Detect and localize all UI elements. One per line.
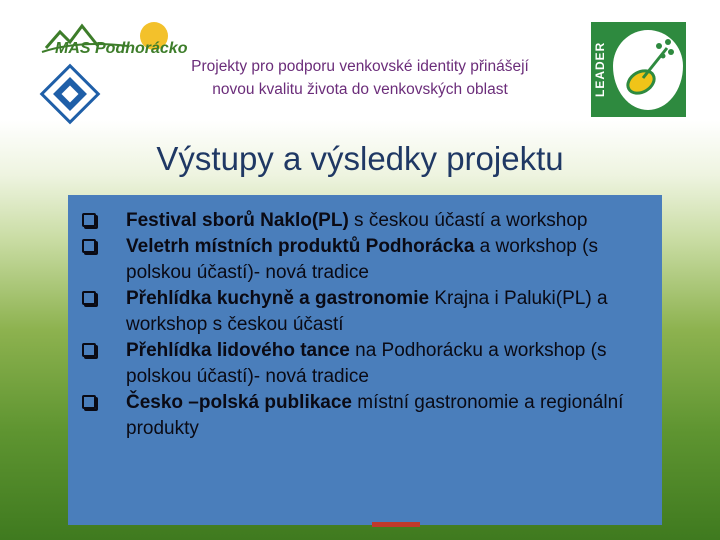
- list-item: Přehlídka kuchyně a gastronomie Krajna i Paluki(PL) a workshop s českou účastí: [80, 286, 655, 338]
- header-subtitle: [140, 55, 580, 101]
- leader-emblem: [613, 30, 683, 110]
- subtitle-line-1: Projekty pro podporu venkovské identity přinášejí: [191, 58, 529, 75]
- list-item: Přehlídka lidového tance na Podhorácku a workshop (s polskou účastí)- nová tradice: [80, 338, 655, 390]
- list-item: Veletrh místních produktů Podhorácka a workshop (s polskou účastí)- nová tradice: [80, 234, 655, 286]
- checkbox-bullet-icon: [82, 291, 96, 305]
- page-title: Výstupy a výsledky projektu: [156, 140, 564, 177]
- leader-logo-text: LEADER: [593, 41, 607, 98]
- diamond-emblem-icon: [38, 62, 102, 126]
- checkbox-bullet-icon: [82, 239, 96, 253]
- checkbox-bullet-icon: [82, 395, 96, 409]
- leader-logo: [591, 22, 686, 117]
- list-item: Česko –polská publikace místní gastronomie a regionální produkty: [80, 390, 655, 442]
- list-item: Festival sborů Naklo(PL) s českou účastí a workshop: [80, 208, 655, 234]
- checkbox-bullet-icon: [82, 343, 96, 357]
- red-accent-mark: [372, 522, 420, 527]
- subtitle-line-2: novou kvalitu života do venkovských oblast: [212, 81, 508, 98]
- checkbox-bullet-icon: [82, 213, 96, 227]
- bullet-list: [80, 208, 655, 442]
- mas-logo-text: MAS Podhorácko: [55, 40, 188, 57]
